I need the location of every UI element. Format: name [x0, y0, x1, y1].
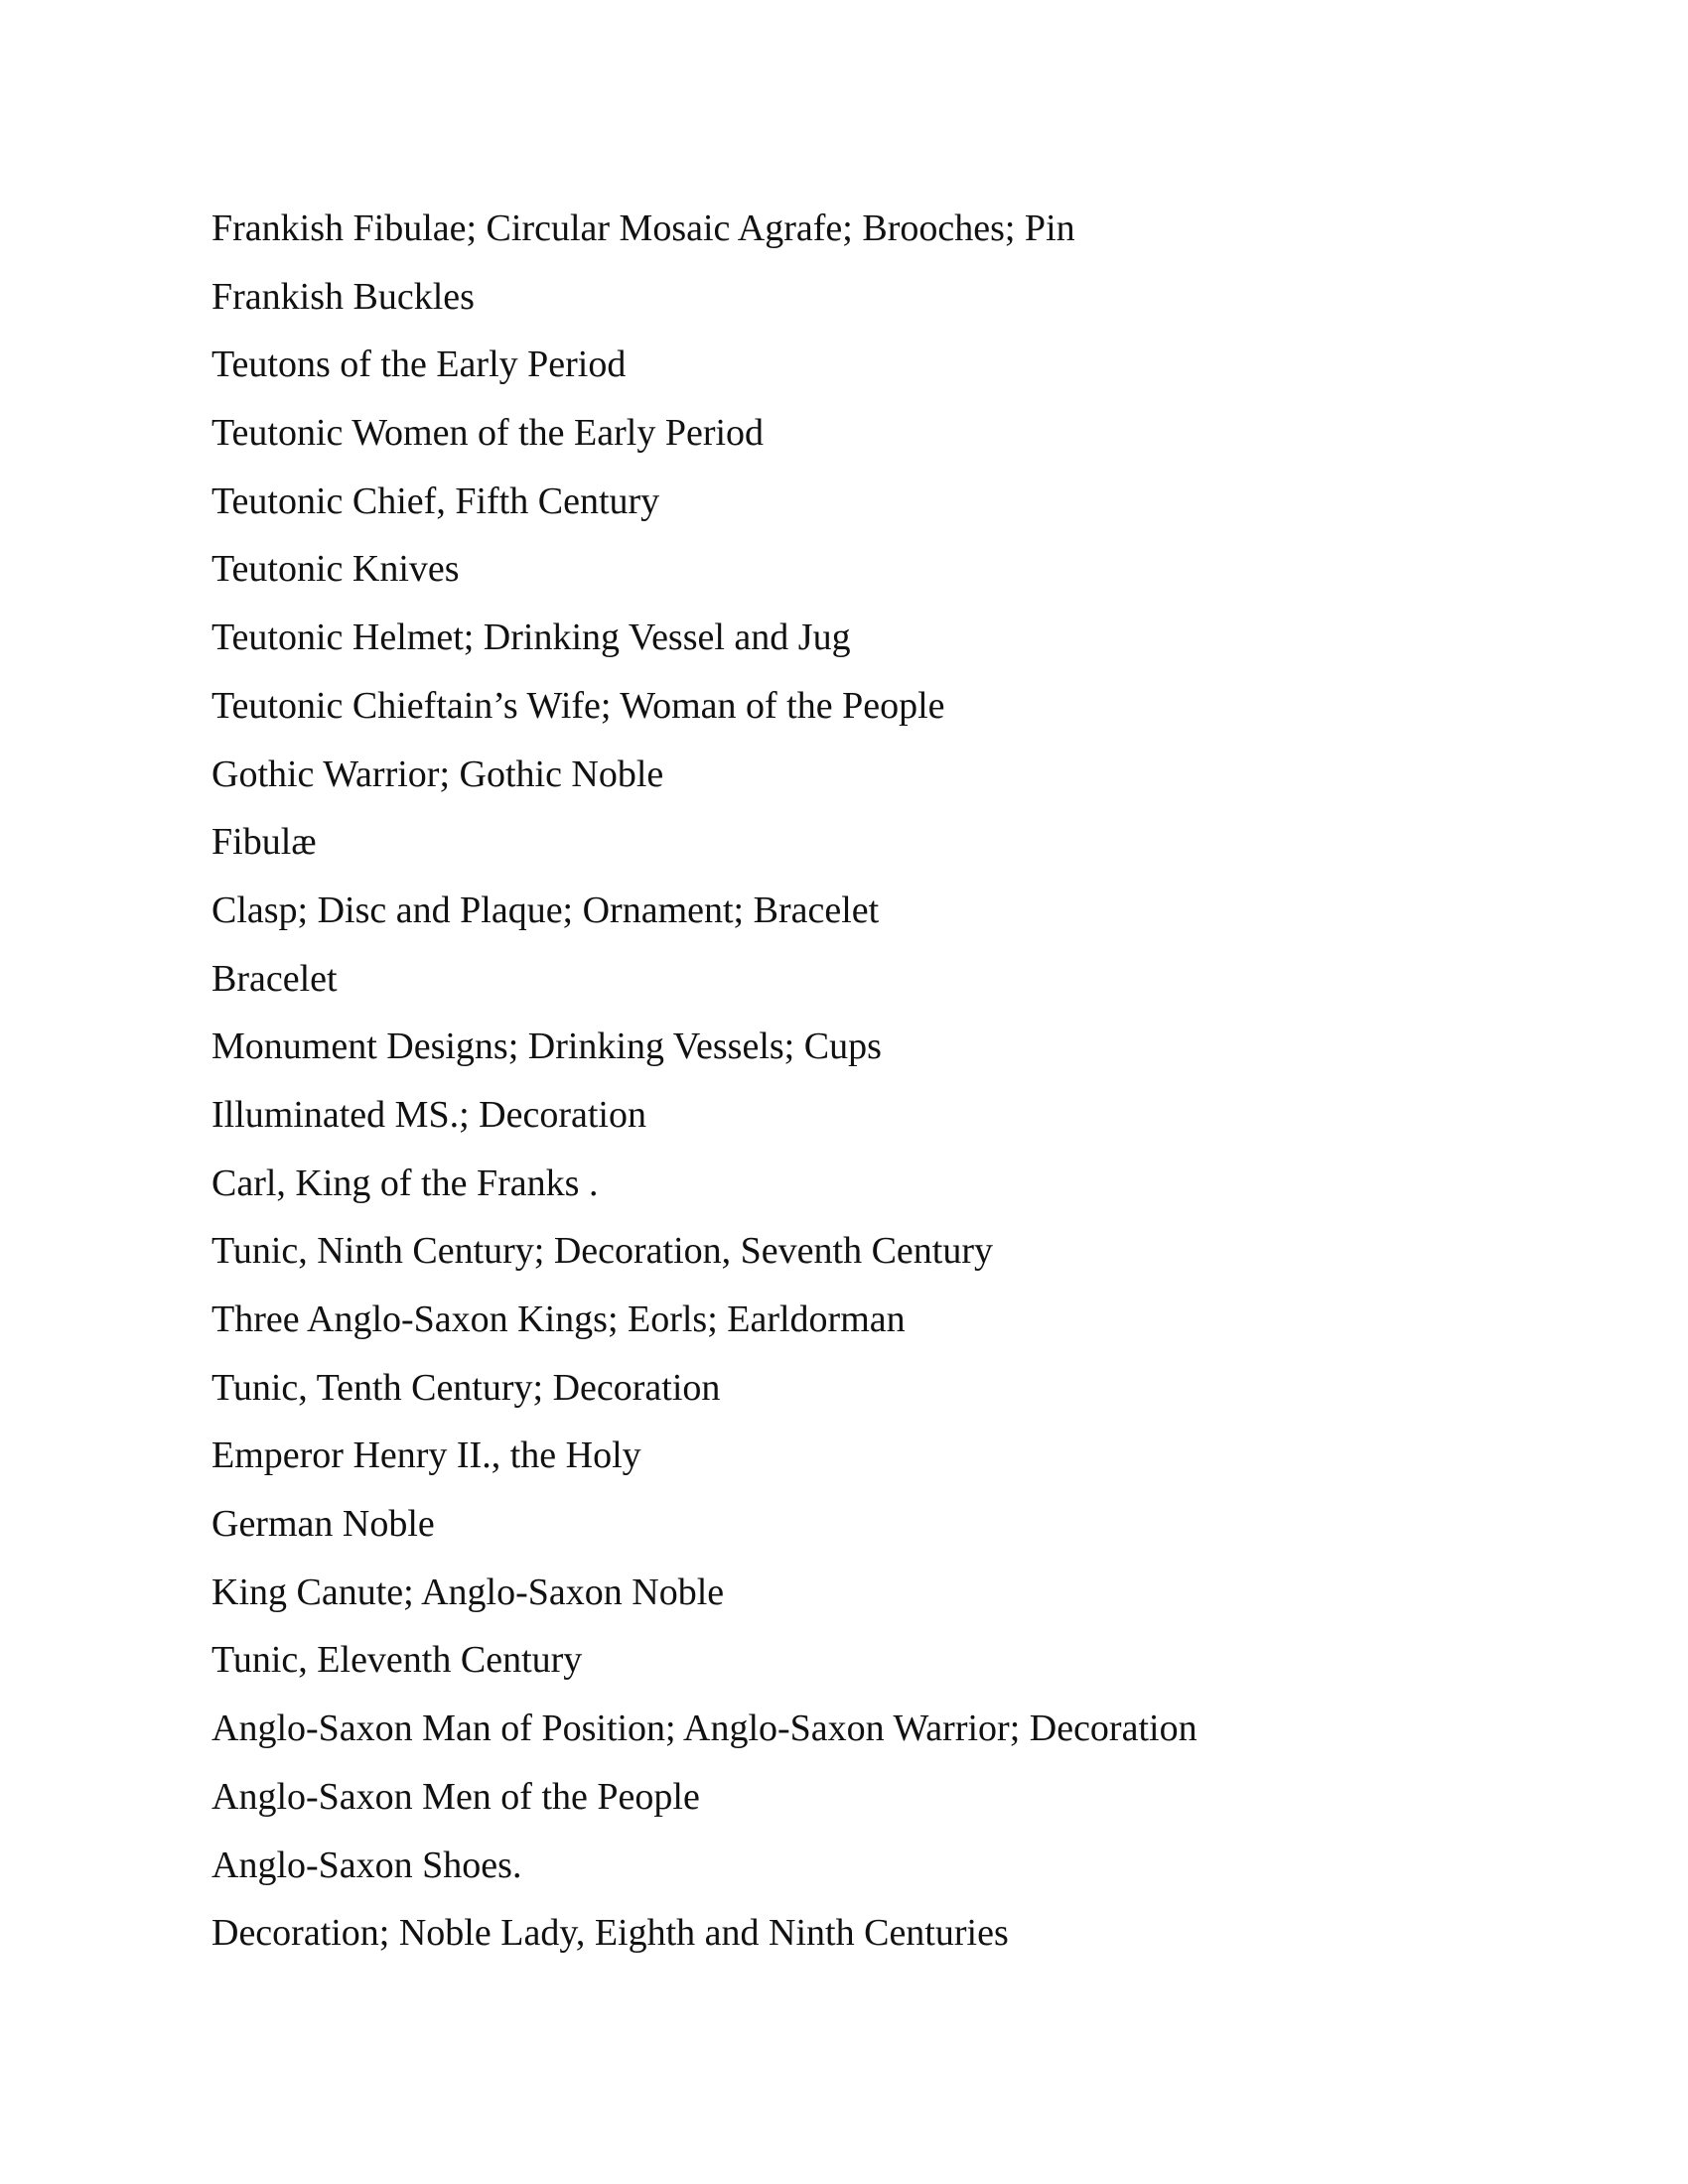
list-item: Anglo-Saxon Shoes.: [211, 1843, 522, 1886]
list-item: German Noble: [211, 1503, 435, 1546]
list-item: Bracelet: [211, 957, 338, 1000]
list-item: Emperor Henry II., the Holy: [211, 1434, 641, 1477]
list-item: Carl, King of the Franks .: [211, 1161, 599, 1204]
list-item: Tunic, Eleventh Century: [211, 1639, 583, 1682]
list-item: Frankish Fibulae; Circular Mosaic Agrafe; Brooches; Pin: [211, 207, 1075, 249]
list-item: Teutonic Chieftain’s Wife; Woman of the People: [211, 684, 945, 727]
illustration-list: [211, 195, 1197, 1968]
list-item: Anglo-Saxon Men of the People: [211, 1775, 700, 1818]
list-item: King Canute; Anglo-Saxon Noble: [211, 1570, 725, 1613]
list-item: Three Anglo-Saxon Kings; Eorls; Earldorman: [211, 1298, 906, 1340]
list-item: Decoration; Noble Lady, Eighth and Ninth Centuries: [211, 1912, 1009, 1955]
list-item: Monument Designs; Drinking Vessels; Cups: [211, 1025, 882, 1068]
list-item: Fibulæ: [211, 821, 317, 864]
list-item: Illuminated MS.; Decoration: [211, 1093, 646, 1136]
list-item: Clasp; Disc and Plaque; Ornament; Bracelet: [211, 888, 880, 931]
list-item: Teutonic Chief, Fifth Century: [211, 479, 660, 522]
list-item: Teutonic Women of the Early Period: [211, 412, 765, 455]
list-item: Tunic, Tenth Century; Decoration: [211, 1366, 721, 1409]
list-item: Gothic Warrior; Gothic Noble: [211, 752, 664, 795]
list-item: Teutonic Helmet; Drinking Vessel and Jug: [211, 616, 851, 659]
list-item: Frankish Buckles: [211, 275, 475, 318]
list-item: Tunic, Ninth Century; Decoration, Seventh Century: [211, 1230, 993, 1273]
list-item: Teutons of the Early Period: [211, 343, 627, 386]
list-item: Teutonic Knives: [211, 548, 460, 591]
list-item: Anglo-Saxon Man of Position; Anglo-Saxon Warrior; Decoration: [211, 1707, 1197, 1750]
